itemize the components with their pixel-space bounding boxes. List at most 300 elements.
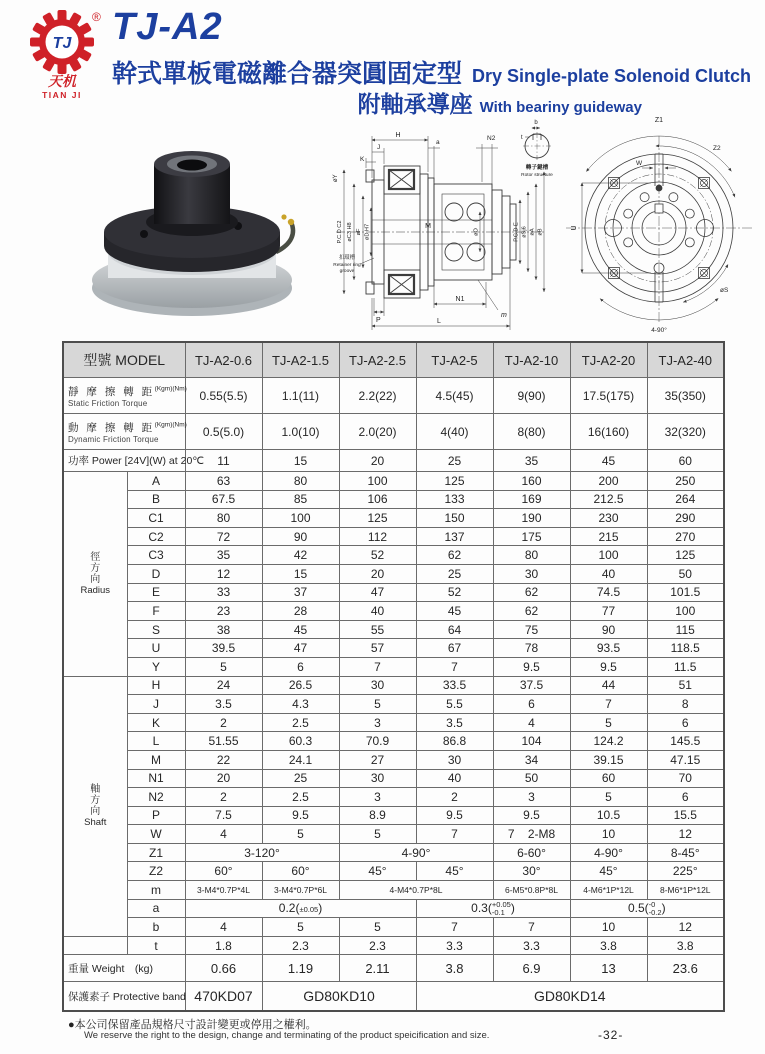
table-cell: 5	[185, 657, 262, 676]
table-row	[63, 450, 724, 472]
table-cell: 15	[262, 450, 339, 472]
table-cell: 40	[339, 602, 416, 621]
table-cell: 6.9	[493, 955, 570, 982]
table-cell: 3.8	[647, 936, 724, 955]
table-row	[63, 769, 724, 788]
table-cell: 60.3	[262, 732, 339, 751]
table-cell: 20	[185, 769, 262, 788]
table-cell: Z1	[127, 843, 185, 862]
table-cell: b	[127, 918, 185, 937]
page-title: TJ-A2	[112, 6, 223, 48]
table-cell: 40	[570, 564, 647, 583]
table-cell: S	[127, 620, 185, 639]
table-row	[63, 955, 724, 982]
table-cell: 重量 Weight (kg)	[63, 955, 185, 982]
table-cell: 5	[570, 788, 647, 807]
front-view-drawing	[566, 136, 752, 322]
dim-label-N2: N2	[487, 135, 496, 142]
table-cell: 80	[185, 509, 262, 528]
footnote-cn: ●本公司保留產品規格尺寸設計變更或停用之權利。	[68, 1019, 317, 1031]
table-cell: 11.5	[647, 657, 724, 676]
table-cell: L	[127, 732, 185, 751]
table-cell: 100	[570, 546, 647, 565]
logo-en-text: TIAN JI	[42, 90, 82, 100]
table-cell: 100	[647, 602, 724, 621]
table-cell: 12	[647, 918, 724, 937]
table-cell: 63	[185, 472, 262, 491]
table-cell: 80	[493, 546, 570, 565]
table-cell: 85	[262, 490, 339, 509]
table-cell: 1.1(11)	[262, 378, 339, 414]
table-cell: 8-45°	[647, 843, 724, 862]
table-cell: 17.5(175)	[570, 378, 647, 414]
table-cell: J	[127, 695, 185, 714]
table-cell: 470KD07	[185, 982, 262, 1012]
dim-label-oY: øY	[333, 174, 339, 182]
table-row	[63, 546, 724, 565]
table-cell: 77	[570, 602, 647, 621]
table-cell: 44	[570, 676, 647, 695]
table-cell: N1	[127, 769, 185, 788]
table-cell: 2	[416, 788, 493, 807]
table-cell: 7	[493, 918, 570, 937]
table-cell: GD80KD10	[262, 982, 416, 1012]
table-cell: TJ-A2-20	[570, 342, 647, 378]
table-row	[63, 918, 724, 937]
table-row	[63, 843, 724, 862]
table-row	[63, 657, 724, 676]
table-cell: 9.5	[416, 806, 493, 825]
product-title-en: Dry Single-plate Solenoid Clutch	[472, 66, 752, 86]
table-row	[63, 806, 724, 825]
note-rotor-en: Rotor structure	[521, 173, 553, 178]
table-cell: 3-M4*0.7P*4L	[185, 881, 262, 900]
table-cell: 37	[262, 583, 339, 602]
spec-table	[62, 341, 725, 1012]
table-cell: 86.8	[416, 732, 493, 751]
table-cell: 30	[493, 564, 570, 583]
table-cell: 6	[493, 695, 570, 714]
table-row	[63, 695, 724, 714]
table-cell: 51	[647, 676, 724, 695]
table-cell: 57	[339, 639, 416, 658]
note-rotor-cn: 轉子鍵槽	[525, 165, 549, 171]
table-cell: 7	[339, 657, 416, 676]
table-cell: 35(350)	[647, 378, 724, 414]
table-cell: 100	[339, 472, 416, 491]
dim-label-Z2: Z2	[713, 145, 721, 152]
dim-label-pcd-e: P.C.D E	[513, 222, 520, 242]
table-cell: TJ-A2-5	[416, 342, 493, 378]
table-cell: 4.5(45)	[416, 378, 493, 414]
table-cell: 39.5	[185, 639, 262, 658]
table-cell: 27	[339, 750, 416, 769]
table-cell: 47	[262, 639, 339, 658]
table-cell: 78	[493, 639, 570, 658]
table-cell: 4	[185, 825, 262, 844]
table-cell: 動 摩 擦 轉 距$^{(Kgm)(Nm)}$ Dynamic Friction Torque	[63, 414, 185, 450]
table-cell: 10	[570, 918, 647, 937]
table-cell: 25	[416, 564, 493, 583]
table-cell: 15.5	[647, 806, 724, 825]
table-cell: 90	[262, 527, 339, 546]
table-cell: a	[127, 899, 185, 918]
front-view-figure	[556, 108, 765, 338]
table-cell: 8-M6*1P*12L	[647, 881, 724, 900]
table-cell: 52	[416, 583, 493, 602]
table-cell: 5.5	[416, 695, 493, 714]
table-cell: 0.5( -0 -0.2 )	[570, 899, 724, 918]
table-cell: TJ-A2-40	[647, 342, 724, 378]
table-cell: 169	[493, 490, 570, 509]
gear-logo-icon	[24, 8, 108, 104]
table-cell: 74.5	[570, 583, 647, 602]
table-cell: 115	[647, 620, 724, 639]
table-row	[63, 414, 724, 450]
table-cell: 3	[339, 788, 416, 807]
table-cell: 3.3	[416, 936, 493, 955]
table-cell: 45°	[339, 862, 416, 881]
table-cell: 112	[339, 527, 416, 546]
dim-label-t: t	[521, 135, 523, 141]
table-row	[63, 583, 724, 602]
table-row	[63, 564, 724, 583]
table-cell: 6-60°	[493, 843, 570, 862]
table-cell: 212.5	[570, 490, 647, 509]
table-cell: 25	[416, 450, 493, 472]
dim-label-M: M	[425, 223, 431, 230]
dim-label-a: a	[436, 139, 440, 146]
table-cell: 101.5	[647, 583, 724, 602]
table-row	[63, 602, 724, 621]
table-cell: 30	[339, 676, 416, 695]
table-cell: 5	[339, 695, 416, 714]
table-cell: 13	[570, 955, 647, 982]
dim-label-oB: øB	[537, 228, 544, 236]
dim-label-Z1: Z1	[654, 117, 664, 124]
table-cell: 35	[185, 546, 262, 565]
table-cell: 2.11	[339, 955, 416, 982]
table-cell: 6	[262, 657, 339, 676]
table-cell: 7 2-M8	[493, 825, 570, 844]
dim-label-P: P	[376, 317, 381, 324]
table-cell: 67.5	[185, 490, 262, 509]
table-cell: 15	[262, 564, 339, 583]
cross-section-drawing	[336, 132, 551, 298]
table-row	[63, 982, 724, 1012]
table-cell: 0.5(5.0)	[185, 414, 262, 450]
table-row	[63, 509, 724, 528]
table-cell: 45	[262, 620, 339, 639]
footnote-en: We reserve the right to the design, change and terminating of the product speicification and size.	[84, 1030, 490, 1041]
table-cell: 104	[493, 732, 570, 751]
table-cell: 90	[570, 620, 647, 639]
table-cell: 軸 方 向 Shaft	[63, 676, 127, 936]
table-cell: t	[127, 936, 185, 955]
table-cell: 60°	[185, 862, 262, 881]
table-cell: 200	[570, 472, 647, 491]
table-cell: 32(320)	[647, 414, 724, 450]
table-cell: 70.9	[339, 732, 416, 751]
table-cell: 9.5	[493, 806, 570, 825]
table-cell: 9.5	[493, 657, 570, 676]
dim-label-oF: øF	[356, 228, 362, 236]
table-cell: 145.5	[647, 732, 724, 751]
dim-label-oSj6: øSj6	[521, 226, 528, 238]
dim-label-holes: 4-90°	[651, 327, 667, 334]
table-cell: 38	[185, 620, 262, 639]
dim-label-K: K	[360, 156, 365, 163]
table-cell: m	[127, 881, 185, 900]
table-cell: 2.5	[262, 788, 339, 807]
dim-label-oO: øO	[473, 228, 480, 236]
table-cell: 9.5	[262, 806, 339, 825]
table-cell: 3	[493, 788, 570, 807]
dim-label-H: H	[395, 132, 401, 139]
table-row	[63, 881, 724, 900]
table-cell: 10	[570, 825, 647, 844]
table-cell: 0.66	[185, 955, 262, 982]
table-cell: P	[127, 806, 185, 825]
table-cell: 7	[416, 918, 493, 937]
table-cell: 20	[339, 450, 416, 472]
table-row	[63, 639, 724, 658]
table-cell: F	[127, 602, 185, 621]
table-cell: 60°	[262, 862, 339, 881]
table-cell: 52	[339, 546, 416, 565]
table-cell: 3.3	[493, 936, 570, 955]
table-cell: 28	[262, 602, 339, 621]
logo-tj-text: TJ	[52, 35, 72, 52]
dim-label-oc3: øC3 H8	[347, 222, 353, 242]
table-cell: 3	[339, 713, 416, 732]
table-cell: B	[127, 490, 185, 509]
table-row	[63, 527, 724, 546]
table-cell: 47.15	[647, 750, 724, 769]
table-cell	[63, 936, 127, 955]
table-cell: 35	[493, 450, 570, 472]
table-cell: 50	[647, 564, 724, 583]
product-photo	[86, 116, 298, 328]
table-cell: 3.5	[185, 695, 262, 714]
table-cell: 保護素子 Protective band	[63, 982, 185, 1012]
table-cell: 190	[493, 509, 570, 528]
dim-label-m: m	[501, 312, 507, 319]
dim-label-J: J	[377, 144, 381, 151]
table-cell: 7	[570, 695, 647, 714]
table-row	[63, 862, 724, 881]
footnote-bullet: ●	[68, 1019, 75, 1031]
table-cell: 106	[339, 490, 416, 509]
product-subtitle-en: With beariny guideway	[479, 99, 642, 116]
table-cell: 7	[416, 825, 493, 844]
table-cell: 4-90°	[570, 843, 647, 862]
table-row	[63, 899, 724, 918]
table-cell: 125	[416, 472, 493, 491]
table-cell: 75	[493, 620, 570, 639]
table-cell: 60	[647, 450, 724, 472]
table-cell: 67	[416, 639, 493, 658]
table-cell: TJ-A2-2.5	[339, 342, 416, 378]
table-cell: W	[127, 825, 185, 844]
dim-label-L: L	[437, 318, 441, 325]
note-retainer-en1: Retainer ring	[333, 263, 361, 268]
table-cell: 175	[493, 527, 570, 546]
table-cell: 功率 Power [24V](W) at 20℃	[63, 450, 185, 472]
cross-section-figure	[330, 112, 560, 338]
table-cell: 45	[570, 450, 647, 472]
table-cell: 2	[185, 788, 262, 807]
table-cell: 20	[339, 564, 416, 583]
table-cell: 93.5	[570, 639, 647, 658]
table-cell: 133	[416, 490, 493, 509]
table-cell: 160	[493, 472, 570, 491]
table-cell: D	[127, 564, 185, 583]
table-cell: 1.0(10)	[262, 414, 339, 450]
table-cell: 125	[339, 509, 416, 528]
table-cell: 8	[647, 695, 724, 714]
table-row	[63, 378, 724, 414]
table-cell: 4.3	[262, 695, 339, 714]
table-cell: 250	[647, 472, 724, 491]
table-cell: 1.8	[185, 936, 262, 955]
table-row	[63, 490, 724, 509]
table-cell: 30	[416, 750, 493, 769]
table-cell: 靜 摩 擦 轉 距$^{(Kgm)(Nm)}$ Static Friction Torque	[63, 378, 185, 414]
table-cell: 125	[647, 546, 724, 565]
table-cell: 215	[570, 527, 647, 546]
table-cell: GD80KD14	[416, 982, 724, 1012]
table-cell: 徑 方 向 Radius	[63, 472, 127, 677]
table-cell: 5	[570, 713, 647, 732]
table-cell: 12	[647, 825, 724, 844]
table-cell: 4(40)	[416, 414, 493, 450]
table-cell: 0.3( +0.05 -0.1 )	[416, 899, 570, 918]
table-cell: 24	[185, 676, 262, 695]
table-cell: 3.8	[416, 955, 493, 982]
page-number: -32-	[598, 1028, 624, 1042]
table-cell: 22	[185, 750, 262, 769]
table-cell: 0.55(5.5)	[185, 378, 262, 414]
table-row	[63, 936, 724, 955]
product-title	[112, 54, 751, 90]
table-cell: Z2	[127, 862, 185, 881]
table-cell: 137	[416, 527, 493, 546]
table-cell: 5	[262, 825, 339, 844]
table-cell: 39.15	[570, 750, 647, 769]
table-cell: N2	[127, 788, 185, 807]
table-cell: Y	[127, 657, 185, 676]
table-row	[63, 713, 724, 732]
table-cell: 9.5	[570, 657, 647, 676]
table-row	[63, 732, 724, 751]
table-cell: C2	[127, 527, 185, 546]
brand-logo	[24, 8, 108, 109]
table-cell: 12	[185, 564, 262, 583]
table-cell: 2.2(22)	[339, 378, 416, 414]
table-cell: 30°	[493, 862, 570, 881]
table-cell: 42	[262, 546, 339, 565]
product-subtitle-cn: 附軸承導座	[357, 91, 473, 117]
table-cell: 34	[493, 750, 570, 769]
table-cell: 2.3	[262, 936, 339, 955]
table-cell: 124.2	[570, 732, 647, 751]
table-cell: 64	[416, 620, 493, 639]
note-retainer-en2: groove	[339, 269, 355, 274]
table-row	[63, 825, 724, 844]
table-cell: 26.5	[262, 676, 339, 695]
table-cell: 2.3	[339, 936, 416, 955]
table-cell: TJ-A2-10	[493, 342, 570, 378]
dim-label-oA: øA	[529, 228, 536, 236]
table-row	[63, 788, 724, 807]
table-cell: 40	[416, 769, 493, 788]
table-cell: 3-M4*0.7P*6L	[262, 881, 339, 900]
product-title-cn: 幹式單板電磁離合器突圓固定型	[112, 60, 463, 88]
table-cell: C1	[127, 509, 185, 528]
table-cell: 3.8	[570, 936, 647, 955]
table-cell: 33	[185, 583, 262, 602]
table-cell: 45	[416, 602, 493, 621]
table-cell: 100	[262, 509, 339, 528]
table-cell: 45°	[416, 862, 493, 881]
table-cell: 0.2( ±0.05 )	[185, 899, 416, 918]
dim-label-W: W	[636, 160, 643, 167]
spec-table-wrap	[62, 341, 725, 1012]
table-cell: 型號 MODEL	[63, 342, 185, 378]
table-cell: 4	[493, 713, 570, 732]
table-cell: 3-120°	[185, 843, 339, 862]
table-cell: U	[127, 639, 185, 658]
table-cell: 23	[185, 602, 262, 621]
table-row	[63, 342, 724, 378]
table-row	[63, 750, 724, 769]
table-cell: 45°	[570, 862, 647, 881]
table-cell: K	[127, 713, 185, 732]
table-cell: 72	[185, 527, 262, 546]
table-cell: 62	[416, 546, 493, 565]
table-cell: 62	[493, 602, 570, 621]
table-cell: 6	[647, 788, 724, 807]
table-cell: H	[127, 676, 185, 695]
table-cell: 5	[339, 825, 416, 844]
table-cell: 7	[416, 657, 493, 676]
table-cell: 10.5	[570, 806, 647, 825]
table-cell: 2	[185, 713, 262, 732]
table-cell: 80	[262, 472, 339, 491]
table-cell: 55	[339, 620, 416, 639]
table-cell: TJ-A2-0.6	[185, 342, 262, 378]
table-cell: 4-M6*1P*12L	[570, 881, 647, 900]
dim-label-b: b	[534, 120, 538, 126]
dim-label-oD: øD H7	[364, 223, 371, 241]
table-cell: 270	[647, 527, 724, 546]
table-cell: 5	[262, 918, 339, 937]
table-cell: 50	[493, 769, 570, 788]
table-cell: 9(90)	[493, 378, 570, 414]
table-row	[63, 620, 724, 639]
table-cell: 8(80)	[493, 414, 570, 450]
table-cell: 23.6	[647, 955, 724, 982]
dim-label-pcd-c2: P.C.D C2	[337, 220, 343, 244]
logo-cn-text: 天机	[48, 75, 76, 90]
table-cell: 7.5	[185, 806, 262, 825]
table-cell: A	[127, 472, 185, 491]
table-cell: 60	[570, 769, 647, 788]
table-cell: 5	[339, 918, 416, 937]
table-cell: 25	[262, 769, 339, 788]
table-cell: 225°	[647, 862, 724, 881]
